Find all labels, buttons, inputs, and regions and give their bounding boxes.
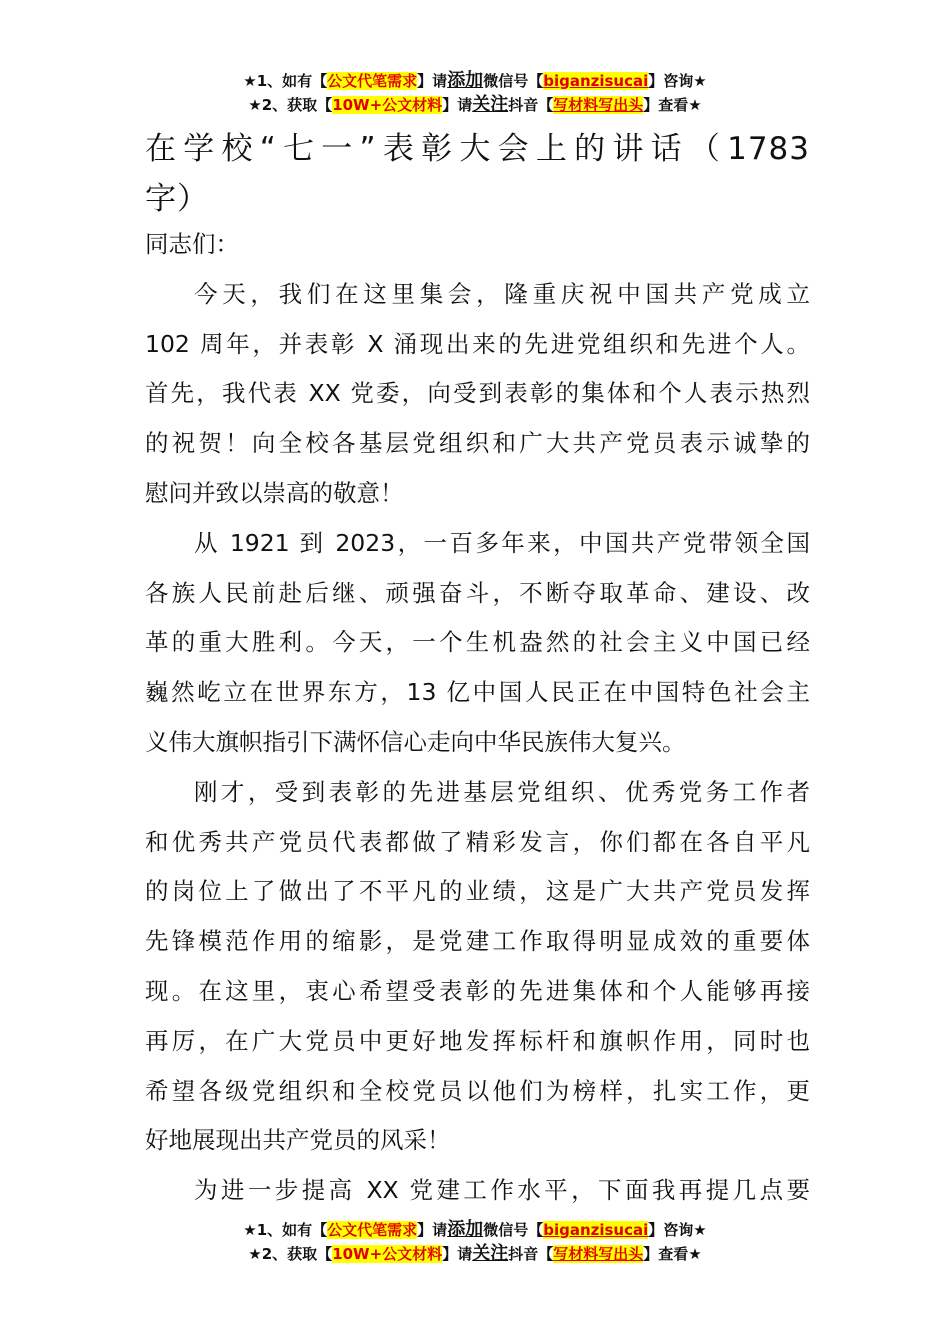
ad-text: 】请 bbox=[442, 1245, 473, 1263]
ad-text: 微信号【 bbox=[483, 1221, 544, 1239]
ad-text: 】咨询★ bbox=[648, 72, 707, 90]
douyin-id: 写材料写出头 bbox=[553, 96, 644, 114]
ad-text: ★1、如有【 bbox=[243, 1221, 328, 1239]
ad-text: 】查看★ bbox=[643, 1245, 702, 1263]
ad-highlight: 公文代笔需求 bbox=[327, 72, 418, 90]
ad-emphasis: 添加 bbox=[447, 70, 484, 91]
ad-highlight: 公文代笔需求 bbox=[327, 1221, 418, 1239]
paragraph-line: 再厉，在广大党员中更好地发挥标杆和旗帜作用，同时也 bbox=[145, 1026, 810, 1055]
ad-text: 抖音【 bbox=[508, 96, 554, 114]
paragraph bbox=[145, 270, 810, 519]
document-body bbox=[145, 220, 810, 1216]
footer-ad-line-1 bbox=[0, 1218, 950, 1242]
paragraph-line: 首先，我代表 XX 党委，向受到表彰的集体和个人表示热烈 bbox=[145, 379, 810, 408]
paragraph-line: 刚才，受到表彰的先进基层党组织、优秀党务工作者 bbox=[194, 777, 810, 806]
paragraph-line: 先锋模范作用的缩影，是党建工作取得明显成效的重要体 bbox=[145, 927, 810, 956]
ad-text: 】请 bbox=[442, 96, 473, 114]
title-line: 字） bbox=[145, 181, 209, 217]
ad-text: 】请 bbox=[417, 1221, 448, 1239]
ad-text: ★1、如有【 bbox=[243, 72, 328, 90]
paragraph-line: 102 周年，并表彰 X 涌现出来的先进党组织和先进个人。 bbox=[145, 329, 810, 358]
salutation: 同志们： bbox=[145, 230, 239, 258]
paragraph-line: 巍然屹立在世界东方，13 亿中国人民正在中国特色社会主 bbox=[145, 678, 810, 707]
ad-text: 】查看★ bbox=[643, 96, 702, 114]
ad-text: 微信号【 bbox=[483, 72, 544, 90]
paragraph-line: 革的重大胜利。今天，一个生机盎然的社会主义中国已经 bbox=[145, 628, 810, 657]
ad-emphasis: 关注 bbox=[472, 1243, 509, 1264]
paragraph bbox=[145, 768, 810, 1166]
ad-text: ★2、获取【 bbox=[248, 96, 333, 114]
document-title bbox=[145, 124, 810, 224]
ad-highlight: 10W+公文材料 bbox=[332, 1245, 443, 1263]
ad-highlight: 10W+公文材料 bbox=[332, 96, 443, 114]
paragraph-line: 慰问并致以崇高的敬意！ bbox=[145, 478, 404, 507]
title-line: 在学校“七一”表彰大会上的讲话（1783 bbox=[145, 131, 810, 167]
header-ad-line-1 bbox=[0, 69, 950, 93]
ad-emphasis: 关注 bbox=[472, 94, 509, 115]
paragraph-line: 的岗位上了做出了不平凡的业绩，这是广大共产党员发挥 bbox=[145, 877, 810, 906]
footer-ad-line-2 bbox=[0, 1242, 950, 1266]
header-ad-line-2 bbox=[0, 93, 950, 117]
ad-text: 抖音【 bbox=[508, 1245, 554, 1263]
paragraph-line: 各族人民前赴后继、顽强奋斗，不断夺取革命、建设、改 bbox=[145, 578, 810, 607]
paragraph-line: 今天，我们在这里集会，隆重庆祝中国共产党成立 bbox=[194, 279, 810, 308]
paragraph-line: 希望各级党组织和全校党员以他们为榜样，扎实工作，更 bbox=[145, 1076, 810, 1105]
ad-text: ★2、获取【 bbox=[248, 1245, 333, 1263]
paragraph-line: 现。在这里，衷心希望受表彰的先进集体和个人能够再接 bbox=[145, 976, 810, 1005]
paragraph-line: 的祝贺！向全校各基层党组织和广大共产党员表示诚挚的 bbox=[145, 429, 810, 458]
paragraph-line: 好地展现出共产党员的风采！ bbox=[145, 1126, 451, 1155]
paragraph-line: 义伟大旗帜指引下满怀信心走向中华民族伟大复兴。 bbox=[145, 727, 686, 756]
ad-text: 】咨询★ bbox=[648, 1221, 707, 1239]
paragraph-line: 和优秀共产党员代表都做了精彩发言，你们都在各自平凡 bbox=[145, 827, 810, 856]
wechat-id: biganzisucai bbox=[543, 1221, 649, 1239]
paragraph bbox=[145, 1166, 810, 1216]
douyin-id: 写材料写出头 bbox=[553, 1245, 644, 1263]
paragraph-line: 为进一步提高 XX 党建工作水平，下面我再提几点要 bbox=[194, 1176, 810, 1205]
wechat-id: biganzisucai bbox=[543, 72, 649, 90]
paragraph bbox=[145, 519, 810, 768]
ad-emphasis: 添加 bbox=[447, 1219, 484, 1240]
ad-text: 】请 bbox=[417, 72, 448, 90]
paragraph-line: 从 1921 到 2023，一百多年来，中国共产党带领全国 bbox=[194, 528, 810, 557]
